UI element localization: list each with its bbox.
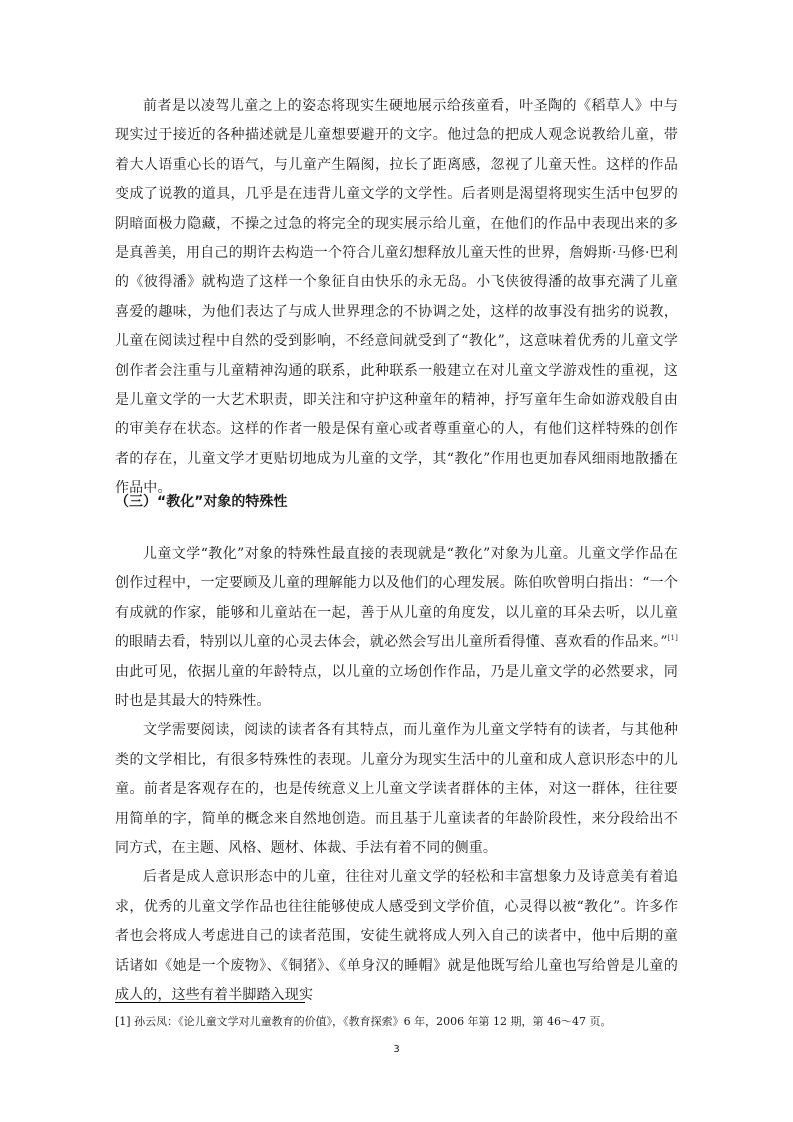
footnote: [1] 孙云凤：《论儿童文学对儿童教育的价值》，《教育探索》6 年，2006 年第 12 期，第 46～47 页。 bbox=[115, 1015, 612, 1028]
page-number: 3 bbox=[393, 1044, 400, 1055]
footnote-separator bbox=[115, 1002, 305, 1003]
paragraph-with-footnote bbox=[115, 540, 678, 716]
section-heading: （三）“教化”对象的特殊性 bbox=[115, 494, 288, 510]
body-text-top bbox=[115, 92, 678, 504]
body-text-bottom bbox=[115, 540, 678, 1011]
paragraph-text: 儿童文学“教化”对象的特殊性最直接的表现就是“教化”对象为儿童。儿童文学作品在创作过程中，一定要顾及儿童的理解能力以及他们的心理发展。陈伯吹曾明白指出：“一个有成就的作家，能够和儿童站在一起，善于从儿童的角度发，以儿童的耳朵去听，以儿童的眼睛去看，特别以儿童的心灵去体会，就必然会写出儿童所看得懂、喜欢看的作品来。” bbox=[115, 546, 678, 651]
paragraph: 文学需要阅读，阅读的读者各有其特点，而儿童作为儿童文学特有的读者，与其他种类的文学相比，有很多特殊性的表现。儿童分为现实生活中的儿童和成人意识形态中的儿童。前者是客观存在的，也是传统意义上儿童文学读者群体的主体，对这一群体，往往要用简单的字，简单的概念来自然地创造。而且基于儿童读者的年龄阶段性，来分段给出不同方式，在主题、风格、题材、体裁、手法有着不同的侧重。 bbox=[115, 722, 678, 857]
paragraph: 后者是成人意识形态中的儿童，往往对儿童文学的轻松和丰富想象力及诗意美有着追求，优秀的儿童文学作品也往往能够使成人感受到文学价值，心灵得以被“教化”。许多作者也会将成人考虑进自己的读者范围，安徒生就将成人列入自己的读者中，他中后期的童话诸如《她是一个废物》、《铜猪》、《单身汉的睡帽》就是他既写给儿童也写给曾是儿童的成人的，这些有着半脚踏入现实 bbox=[115, 869, 678, 1004]
paragraph-text: 由此可见，依据儿童的年龄特点，以儿童的立场创作作品，乃是儿童文学的必然要求，同时也是其最大的特殊性。 bbox=[115, 663, 678, 710]
footnote-reference[interactable]: [1] bbox=[667, 634, 678, 643]
paragraph: 前者是以凌驾儿童之上的姿态将现实生硬地展示给孩童看，叶圣陶的《稻草人》中与现实过于接近的各种描述就是儿童想要避开的文字。他过急的把成人观念说教给儿童，带着大人语重心长的语气，与儿童产生隔阂，拉长了距离感，忽视了儿童天性。这样的作品变成了说教的道具，几乎是在违背儿童文学的文学性。后者则是渴望将现实生活中包罗的阴暗面极力隐藏，不操之过急的将完全的现实展示给儿童，在他们的作品中表现出来的多是真善美，用自己的期许去构造一个符合儿童幻想释放儿童天性的世界，詹姆斯·马修·巴利的《彼得潘》就构造了这样一个象征自由快乐的永无岛。小飞侠彼得潘的故事充满了儿童喜爱的趣味，为他们表达了与成人世界理念的不协调之处，这样的故事没有拙劣的说教，儿童在阅读过程中自然的受到影响，不经意间就受到了“教化”，这意味着优秀的儿童文学创作者会注重与儿童精神沟通的联系，此种联系一般建立在对儿童文学游戏性的重视，这是儿童文学的一大艺术职责，即关注和守护这种童年的精神，抒写童年生命如游戏般自由的审美存在状态。这样的作者一般是保有童心或者尊重童心的人，有他们这样特殊的创作者的存在，儿童文学才更贴切地成为儿童的文学，其“教化”作用也更加春风细雨地散播在作品中。 bbox=[115, 98, 678, 497]
